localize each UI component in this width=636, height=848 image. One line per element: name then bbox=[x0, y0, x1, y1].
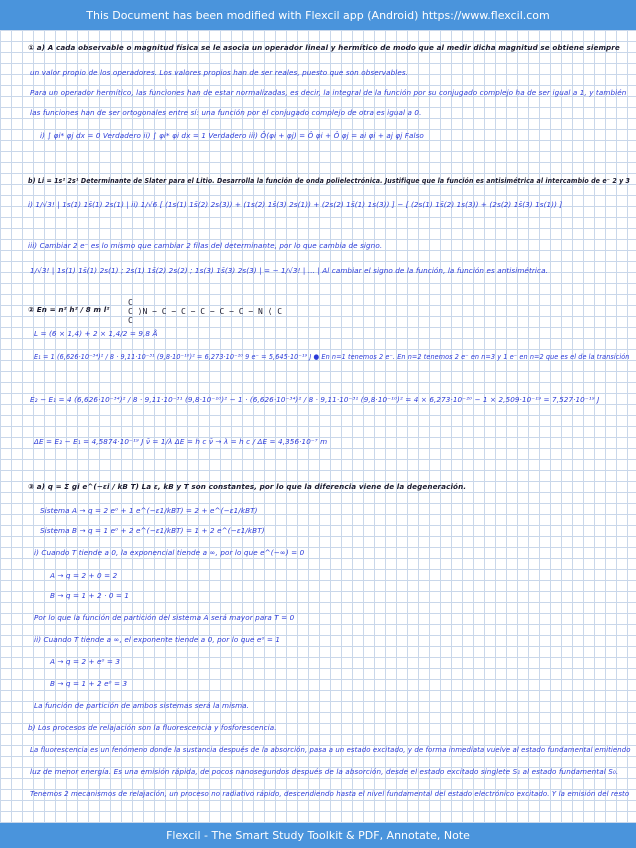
text-line: B → q = 1 + 2 e⁰ = 3 bbox=[50, 679, 128, 688]
text-line: E₂ − E₁ = 4 (6,626·10⁻³⁴)² / 8 · 9,11·10⁻³¹ (9,8·10⁻¹⁰)² − 1 · (6,626·10⁻³⁴)² / 8 · 9,11·10⁻³¹ (9,8·10⁻¹⁰)² = 4 × 6,273·10⁻²⁰ − 1 × 2,509·10⁻¹⁹ = 7,527·10⁻¹⁹ J bbox=[30, 395, 600, 404]
bottom-banner-text: Flexcil - The Smart Study Toolkit & PDF, Annotate, Note bbox=[166, 829, 470, 842]
text-line: ① a) A cada observable o magnitud física se le asocia un operador lineal y hermítico de modo que al medir dicha magnitud se obtiene siempre bbox=[28, 43, 620, 52]
text-line: La función de partición de ambos sistemas será la misma. bbox=[34, 701, 250, 710]
text-line: b) Los procesos de relajación son la fluorescencia y fosforescencia. bbox=[28, 723, 277, 732]
text-line: ② En = n² h² / 8 m l² bbox=[28, 305, 110, 314]
molecule-chain: C ⟩N − C − C − C − C − C − N ⟨ C bbox=[128, 307, 283, 316]
text-line: B → q = 1 + 2 · 0 = 1 bbox=[50, 591, 130, 600]
molecule-top: C bbox=[128, 298, 133, 307]
text-line: b) Li = 1s² 2s¹ Determinante de Slater para el Litio. Desarrolla la función de onda polielectrónica. Justifique que la función es antisimétrica al intercambio de e⁻ 2 y 3 bbox=[28, 176, 631, 185]
text-line: Para un operador hermítico, las funciones han de estar normalizadas, es decir, la integral de la función por su conjugado complejo ha de ser igual a 1, y también bbox=[30, 88, 627, 97]
text-line: A → q = 2 + 0 = 2 bbox=[50, 571, 118, 580]
text-line: i) Cuando T tiende a 0, la exponencial tiende a ∞, por lo que e^(−∞) = 0 bbox=[34, 548, 305, 557]
text-line: E₁ = 1 (6,626·10⁻³⁴)² / 8 · 9,11·10⁻³¹ (9,8·10⁻¹⁰)² = 6,273·10⁻²⁰ 9 e⁻ = 5,645·10⁻¹⁹ J ● En n=1 tenemos 2 e⁻. En n=2 tenemos 2 e⁻ en n=3 y 1 e⁻ en n=2 que es el de la transición bbox=[34, 352, 630, 361]
text-line: Sistema A → q = 2 e⁰ + 1 e^(−ε1/kBT) = 2 + e^(−ε1/kBT) bbox=[40, 506, 258, 515]
molecule-structure bbox=[128, 298, 282, 325]
text-line: i) 1/√3! | 1s(1) 1s̄(1) 2s(1) | ii) 1/√6 [ (1s(1) 1s̄(2) 2s(3)) + (1s(2) 1s̄(3) 2s(1)) + (2s(2) 1s̄(1) 1s(3)) ] − [ (2s(1) 1s̄(2) 1s(3)) + (2s(2) 1s̄(3) 1s(1)) ] bbox=[28, 200, 563, 209]
text-line: las funciones han de ser ortogonales entre sí: una función por el conjugado complejo de otra es igual a 0. bbox=[30, 108, 422, 117]
text-line: iii) Cambiar 2 e⁻ es lo mismo que cambiar 2 filas del determinante, por lo que cambia de signo. bbox=[28, 241, 383, 250]
text-line: Sistema B → q = 1 e⁰ + 2 e^(−ε1/kBT) = 1 + 2 e^(−ε1/kBT) bbox=[40, 526, 265, 535]
text-line: L = (6 × 1,4) + 2 × 1,4/2 = 9,8 Å bbox=[34, 329, 158, 338]
text-line: ΔE = E₂ − E₁ = 4,5874·10⁻¹⁹ J ν̄ = 1/λ ΔE = h c ν̄ → λ = h c / ΔE = 4,356·10⁻⁷ m bbox=[34, 437, 328, 446]
notebook-page bbox=[0, 30, 636, 823]
top-banner-text: This Document has been modified with Flexcil app (Android) https://www.flexcil.com bbox=[86, 8, 550, 22]
top-banner bbox=[0, 0, 636, 30]
molecule-bottom: C bbox=[128, 316, 133, 325]
text-line: un valor propio de los operadores. Los valores propios han de ser reales, puesto que son observables. bbox=[30, 68, 409, 77]
text-line: ③ a) q = Σ gi e^(−εi / kB T) La ε, kB y T son constantes, por lo que la diferencia viene de la degeneración. bbox=[28, 482, 467, 491]
text-line: La fluorescencia es un fenómeno donde la sustancia después de la absorción, pasa a un estado excitado, y de forma inmediata vuelve al estado fundamental emitiendo bbox=[30, 745, 631, 754]
text-line: ii) Cuando T tiende a ∞, el exponente tiende a 0, por lo que e⁰ = 1 bbox=[34, 635, 281, 644]
text-line: Tenemos 2 mecanismos de relajación, un proceso no radiativo rápido, descendiendo hasta el nivel fundamental del estado electrónico excitado. Y la emisión del resto bbox=[30, 789, 630, 798]
text-line: Por lo que la función de partición del sistema A será mayor para T = 0 bbox=[34, 613, 295, 622]
text-line: i) ∫ φi* φj dx = 0 Verdadero ii) ∫ φi* φi dx = 1 Verdadero iii) Ô(φi + φj) = Ô φi + Ô φj = ai φi + aj φj Falso bbox=[40, 131, 424, 140]
text-line: luz de menor energía. Es una emisión rápida, de pocos nanosegundos después de la absorción, desde el estado excitado singlete S₁ al estado fundamental S₀. bbox=[30, 767, 619, 776]
text-line: A → q = 2 + e⁰ = 3 bbox=[50, 657, 121, 666]
bottom-banner bbox=[0, 823, 636, 848]
text-line: 1/√3! | 1s(1) 1s̄(1) 2s(1) ; 2s(1) 1s̄(2) 2s(2) ; 1s(3) 1s̄(3) 2s(3) | = − 1/√3! | ... | Al cambiar el signo de la función, la función es antisimétrica. bbox=[30, 266, 548, 275]
